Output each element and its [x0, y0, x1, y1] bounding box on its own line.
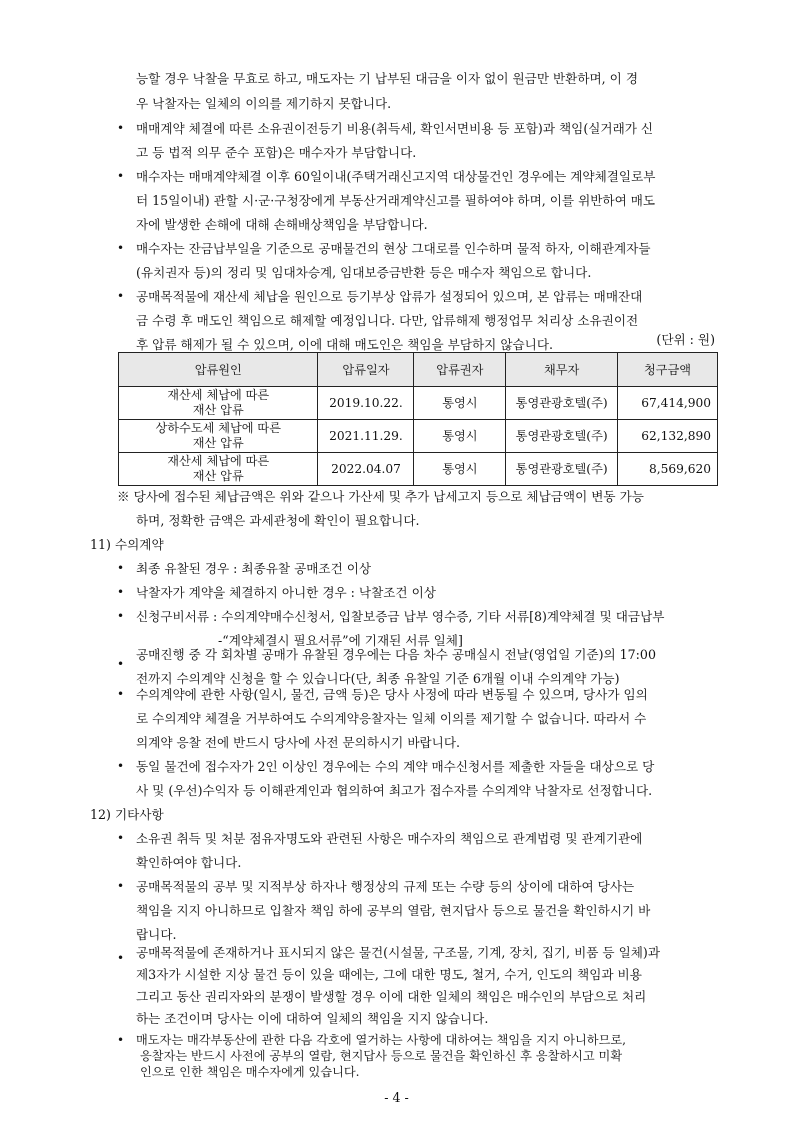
unit-label: (단위 : 원) — [656, 332, 715, 347]
text-line: 우 낙찰자는 일체의 이의를 제기하지 못합니다. — [136, 96, 392, 111]
text-line: 금 수령 후 매도인 책임으로 해제할 예정입니다. 다만, 압류해제 행정업무 처리상 소유권이전 — [136, 313, 639, 328]
bullet-icon: • — [117, 561, 125, 575]
bullet-icon: • — [117, 879, 125, 893]
text-line: 로 수의계약 체결을 거부하여도 수의계약응찰자는 일체 이의를 제기할 수 없습니다. 따라서 수 — [136, 711, 647, 726]
text-line: 공매목적물에 존재하거나 표시되지 않은 물건(시설물, 구조물, 기계, 장치, 집기, 비품 등 일체)과 — [136, 945, 661, 960]
bullet-icon: • — [117, 241, 125, 255]
bullet-icon: • — [117, 169, 125, 183]
text-line: 고 등 법적 의무 준수 포함)은 매수자가 부담합니다. — [136, 145, 417, 160]
bullet-icon: • — [117, 121, 125, 135]
table-row — [119, 453, 718, 486]
section-heading-12: 12) 기타사항 — [90, 807, 164, 822]
column-header: 압류원인 — [119, 353, 318, 387]
date-cell: 2019.10.22. — [318, 387, 414, 420]
holder-cell: 통영시 — [414, 453, 506, 486]
text-line: 전까지 수의계약 신청을 할 수 있습니다(단, 최종 유찰일 기준 6개월 이내 수의계약 가능) — [136, 671, 620, 686]
text-line: -“계약체결시 필요서류”에 기재된 서류 일체] — [218, 633, 463, 648]
amount-cell: 62,132,890 — [618, 420, 718, 453]
section-heading-11: 11) 수의계약 — [90, 537, 164, 552]
text-line: 공매목적물에 재산세 체납을 원인으로 등기부상 압류가 설정되어 있으며, 본 압류는 매매잔대 — [136, 289, 643, 304]
text-line: 공매목적물의 공부 및 지적부상 하자나 행정상의 규제 또는 수량 등의 상이에 대하여 당사는 — [136, 879, 635, 894]
cause-cell: 상하수도세 체납에 따른 재산 압류 — [119, 420, 318, 453]
bullet-icon: • — [117, 289, 125, 303]
cause-cell: 재산세 체납에 따른 재산 압류 — [119, 453, 318, 486]
bullet-icon: • — [117, 1033, 125, 1047]
table-row — [119, 387, 718, 420]
text-line: 자에 발생한 손해에 대해 손해배상책임을 부담합니다. — [136, 217, 428, 232]
date-cell: 2021.11.29. — [318, 420, 414, 453]
text-line: 능할 경우 낙찰을 무효로 하고, 매도자는 기 납부된 대금을 이자 없이 원금만 반환하며, 이 경 — [136, 71, 639, 86]
text-line: 제3자가 시설한 지상 물건 등이 있을 때에는, 그에 대한 명도, 철거, 수거, 인도의 책임과 비용 — [136, 967, 642, 982]
amount-cell: 67,414,900 — [618, 387, 718, 420]
table-row — [119, 420, 718, 453]
text-line: 매수자는 매매계약체결 이후 60일이내(주택거래신고지역 대상물건인 경우에는 계약체결일로부 — [136, 169, 656, 184]
text-line: 하는 조건이며 당사는 이에 대하여 일체의 책임을 지지 않습니다. — [136, 1011, 489, 1026]
debtor-cell: 통영관광호텔(주) — [506, 420, 618, 453]
bullet-icon: • — [117, 657, 125, 671]
bullet-icon: • — [117, 609, 125, 623]
bullet-icon: • — [117, 687, 125, 701]
page-number: - 4 - — [384, 1090, 409, 1105]
seizure-table — [118, 352, 718, 486]
text-line: 확인하여야 합니다. — [136, 855, 242, 870]
cause-cell: 재산세 체납에 따른 재산 압류 — [119, 387, 318, 420]
text-line: 매수자는 잔금납부일을 기준으로 공매물건의 현상 그대로를 인수하며 물적 하자, 이해관계자들 — [136, 241, 651, 256]
bullet-icon: • — [117, 585, 125, 599]
text-line: 인으로 인한 책임은 매수자에게 있습니다. — [140, 1065, 360, 1079]
column-header: 청구금액 — [618, 353, 718, 387]
holder-cell: 통영시 — [414, 420, 506, 453]
debtor-cell: 통영관광호텔(주) — [506, 387, 618, 420]
note-line: ※ 당사에 접수된 체납금액은 위와 같으나 가산세 및 추가 납세고지 등으로 체납금액이 변동 가능 — [117, 489, 644, 504]
bullet-icon: • — [117, 951, 125, 965]
debtor-cell: 통영관광호텔(주) — [506, 453, 618, 486]
table-header-row — [119, 353, 718, 387]
bullet-icon: • — [117, 831, 125, 845]
text-line: 신청구비서류 : 수의계약매수신청서, 입찰보증금 납부 영수증, 기타 서류[8)계약체결 및 대금납부 — [136, 609, 665, 624]
text-line: 소유권 취득 및 처분 점유자명도와 관련된 사항은 매수자의 책임으로 관계법령 및 관계기관에 — [136, 831, 643, 846]
text-line: 수의계약에 관한 사항(일시, 물건, 금액 등)은 당사 사정에 따라 변동될 수 있으며, 당사가 임의 — [136, 687, 648, 702]
column-header: 채무자 — [506, 353, 618, 387]
text-line: 사 및 (우선)수익자 등 이해관계인과 협의하여 최고가 접수자를 수의계약 낙찰자로 선정합니다. — [136, 783, 653, 798]
text-line: 동일 물건에 접수자가 2인 이상인 경우에는 수의 계약 매수신청서를 제출한 자들을 대상으로 당 — [136, 759, 655, 774]
column-header: 압류일자 — [318, 353, 414, 387]
text-line: 후 압류 해제가 될 수 있으며, 이에 대해 매도인은 책임을 부담하지 않습니다. — [136, 337, 554, 352]
holder-cell: 통영시 — [414, 387, 506, 420]
text-line: 응찰자는 반드시 사전에 공부의 열람, 현지답사 등으로 물건을 확인하신 후 응찰하시고 미확 — [140, 1049, 623, 1063]
text-line: 매매계약 체결에 따른 소유권이전등기 비용(취득세, 확인서면비용 등 포함)과 책임(실거래가 신 — [136, 121, 654, 136]
bullet-icon: • — [117, 759, 125, 773]
amount-cell: 8,569,620 — [618, 453, 718, 486]
text-line: 매도자는 매각부동산에 관한 다음 각호에 열거하는 사항에 대하여는 책임을 지지 아니하므로, — [136, 1033, 626, 1047]
note-line: 하며, 정확한 금액은 과세관청에 확인이 필요합니다. — [136, 513, 420, 528]
column-header: 압류권자 — [414, 353, 506, 387]
text-line: 의계약 응찰 전에 반드시 당사에 사전 문의하시기 바랍니다. — [136, 735, 460, 750]
text-line: 터 15일이내) 관할 시·군·구청장에게 부동산거래계약신고를 필하여야 하며, 이를 위반하여 매도 — [136, 193, 656, 208]
text-line: (유치권자 등)의 정리 및 임대차승계, 임대보증금반환 등은 매수자 책임으로 합니다. — [136, 265, 592, 280]
text-line: 낙찰자가 계약을 체결하지 아니한 경우 : 낙찰조건 이상 — [136, 585, 436, 600]
text-line: 최종 유찰된 경우 : 최종유찰 공매조건 이상 — [136, 561, 372, 576]
text-line: 공매진행 중 각 회차별 공매가 유찰된 경우에는 다음 차수 공매실시 전날(영업일 기준)의 17:00 — [136, 647, 656, 662]
date-cell: 2022.04.07 — [318, 453, 414, 486]
text-line: 랍니다. — [136, 927, 177, 942]
text-line: 그리고 동산 권리자와의 분쟁이 발생할 경우 이에 대한 일체의 책임은 매수인의 부담으로 처리 — [136, 989, 647, 1004]
text-line: 책임을 지지 아니하므로 입찰자 책임 하에 공부의 열람, 현지답사 등으로 물건을 확인하시기 바 — [136, 903, 651, 918]
